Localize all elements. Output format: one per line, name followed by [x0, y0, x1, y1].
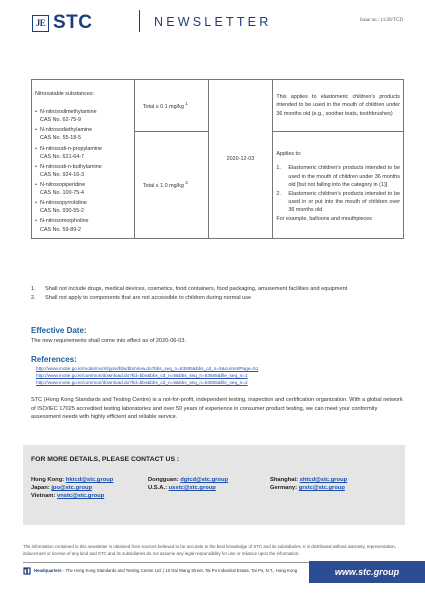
- headquarters-icon: [23, 567, 31, 575]
- substance-cas: CAS No. 55-18-5: [40, 135, 82, 142]
- contact-email-link[interactable]: vnstc@stc.group: [57, 493, 105, 499]
- bullet-icon: •: [35, 181, 37, 188]
- footnote-number: 2.: [31, 295, 36, 302]
- contact-heading: FOR MORE DETAILS, PLEASE CONTACT US :: [31, 456, 180, 463]
- bullet-icon: •: [35, 127, 37, 134]
- bullet-icon: •: [35, 200, 37, 207]
- contact-email-link[interactable]: hktcd@stc.group: [65, 477, 114, 483]
- contact-item: [31, 477, 113, 483]
- bullet-icon: •: [35, 109, 37, 116]
- contact-region: Germany:: [270, 485, 298, 491]
- stc-logo-mark-icon: JE: [32, 15, 49, 32]
- contact-email-link[interactable]: shtcd@stc.group: [299, 477, 348, 483]
- references-heading: References:: [31, 355, 77, 364]
- date-cell: 2020-12-03: [208, 80, 273, 239]
- substance-item: [35, 217, 131, 233]
- substances-heading: Nitrosatable substances:: [35, 91, 95, 97]
- contact-email-link[interactable]: dgtcd@stc.group: [180, 477, 229, 483]
- contact-region: Hong Kong:: [31, 477, 65, 483]
- applies-item: [276, 164, 400, 188]
- contact-item: [148, 485, 216, 491]
- substance-cas: CAS No. 924-16-3: [40, 171, 85, 178]
- substance-name: N-nitrosodi-n-propylamine: [40, 145, 103, 152]
- effective-date-heading: Effective Date:: [31, 326, 87, 335]
- effective-date-text: The new requirements shall come into effect as of 2020-06-03.: [31, 338, 187, 344]
- substance-item: [35, 181, 131, 197]
- substance-name: N-nitrosopyrrolidine: [40, 200, 87, 207]
- reference-link[interactable]: http://www.motie.go.kr/common/download.do?fid=bbs&bbs_cd_n=5&bbs_seq_n=63555&file_seq_n=1: [36, 372, 248, 378]
- contact-email-link[interactable]: usstc@stc.group: [168, 485, 216, 491]
- bullet-icon: •: [35, 145, 37, 152]
- contact-email-link[interactable]: grstc@stc.group: [298, 485, 345, 491]
- substance-name: N-nitrosomorpholine: [40, 218, 89, 225]
- website-link[interactable]: www.stc.group: [309, 561, 425, 583]
- contact-item: [148, 477, 228, 483]
- substances-cell: [32, 80, 135, 239]
- substance-cas: CAS No. 930-55-2: [40, 208, 85, 215]
- substance-name: N-nitrosodiethylamine: [40, 127, 93, 134]
- regulation-table: [31, 79, 404, 239]
- footer-headquarters: [34, 568, 297, 573]
- reference-link[interactable]: http://www.motie.go.kr/common/download.do?fid=bbs&bbs_cd_n=5&bbs_seq_n=63555&file_seq_n=2: [36, 379, 248, 385]
- substance-cas: CAS No. 59-89-2: [40, 226, 82, 233]
- substance-item: [35, 163, 131, 179]
- applies-item: [276, 190, 400, 214]
- limit-2: Total ≤ 1.0 mg/kg: [142, 182, 184, 189]
- newsletter-header: [0, 0, 425, 40]
- about-stc-text: STC (Hong Kong Standards and Testing Centre) is a not-for-profit, independent testing, inspection and certification organization. With a global network of ISO/IEC 17025 accredited testing laboratories and over 50 years of experience in consumer product testing, we can meet your conformity assessment needs with highly efficient and reliable service.: [31, 397, 403, 421]
- applies-number: 1.: [276, 165, 281, 172]
- contact-email-link[interactable]: jpo@stc.group: [51, 485, 93, 491]
- contact-region: Japan:: [31, 485, 50, 491]
- header-divider: [139, 10, 140, 32]
- footnote-number: 1.: [31, 286, 36, 292]
- bullet-icon: •: [35, 163, 37, 170]
- applies-label: Applies to:: [276, 151, 302, 158]
- substance-item: [35, 145, 131, 161]
- reference-link[interactable]: http://www.motie.go.kr/motie/ms/nt/gosi/bbs/bbsView.do?bbs_seq_n=63555&bbs_cd_n=5&currentPage=51: [36, 366, 259, 371]
- applies-number: 2.: [276, 190, 281, 197]
- applies-text: Elastomeric children’s products intended to be used in or put into the mouth of children over 36 months old: [288, 190, 400, 214]
- substance-cas: CAS No. 621-64-7: [40, 153, 85, 160]
- substance-name: N-nitrosopiperidine: [40, 181, 86, 188]
- contact-region: Shanghai:: [270, 477, 299, 483]
- table-footnotes: [31, 285, 404, 304]
- footnote-item: [31, 294, 404, 302]
- applies-list: [276, 164, 400, 214]
- footnote-item: [31, 285, 404, 293]
- limit-2-footnote: 2: [185, 179, 188, 185]
- contact-item: [31, 485, 92, 491]
- limit-cell-2: [134, 132, 208, 239]
- contact-item: [31, 493, 104, 499]
- substance-name: N-nitrosodi-n-buthylamine: [40, 163, 102, 170]
- contact-item: [270, 477, 347, 483]
- substance-name: N-nitrosodimethylamine: [40, 109, 97, 116]
- limit-cell-1: [134, 80, 208, 132]
- newsletter-title: NEWSLETTER: [154, 15, 272, 29]
- contact-region: Vietnam:: [31, 493, 56, 499]
- table-row: [32, 80, 404, 132]
- substance-item: [35, 108, 131, 124]
- headquarters-address: - The Hong Kong Standards and Testing Centre Ltd. | 10 Dai Wang Street, Tai Po Industrial Estate, Tai Po, N.T., Hong Kong: [61, 568, 298, 573]
- footnote-text: Shall not apply to components that are not accessible to children during normal use: [45, 295, 252, 302]
- note-top-cell: This applies to elastomeric children’s products intended to be used in the mouth of children under 36 months old (e.g., soother teats, toothbrushes): [273, 80, 404, 132]
- applies-example: For example, balloons and mouthpieces: [276, 216, 372, 223]
- footnote-text: Shall not include drugs, medical devices, cosmetics, food containers, food packaging, amusement facilities and equipment: [45, 286, 348, 292]
- limit-1-footnote: 1: [185, 100, 188, 106]
- disclaimer-text: The information contained in this newsletter is obtained from sources believed to be accurate to the best knowledge of STC and its subsidiaries. It is distributed without warranty, representation, inducement or license of any kind and STC and its subsidiaries do not assume any legal responsibility for use or reliance upon the information.: [23, 544, 397, 556]
- contact-region: Dongguan:: [148, 477, 179, 483]
- applies-cell: [273, 132, 404, 239]
- substance-cas: CAS No. 100-75-4: [40, 190, 85, 197]
- limit-1: Total ≤ 0.1 mg/kg: [142, 103, 184, 110]
- stc-logo-text: STC: [53, 12, 93, 33]
- bullet-icon: •: [35, 218, 37, 225]
- issue-number: Issue no.: 11/20/TCD: [359, 18, 403, 23]
- substance-item: [35, 126, 131, 142]
- contact-item: [270, 485, 345, 491]
- headquarters-label: Headquarters: [34, 568, 62, 573]
- contact-box: [23, 445, 405, 525]
- applies-text: Elastomeric children’s products intended to be used in the mouth of children under 36 months old [but not falling into the category in (1)]: [288, 165, 400, 188]
- substances-list: [35, 108, 131, 234]
- stc-logo[interactable]: [32, 12, 93, 34]
- reference-links: [36, 366, 258, 386]
- contact-region: U.S.A.:: [148, 485, 168, 491]
- substance-cas: CAS No. 62-75-9: [40, 117, 82, 124]
- substance-item: [35, 199, 131, 215]
